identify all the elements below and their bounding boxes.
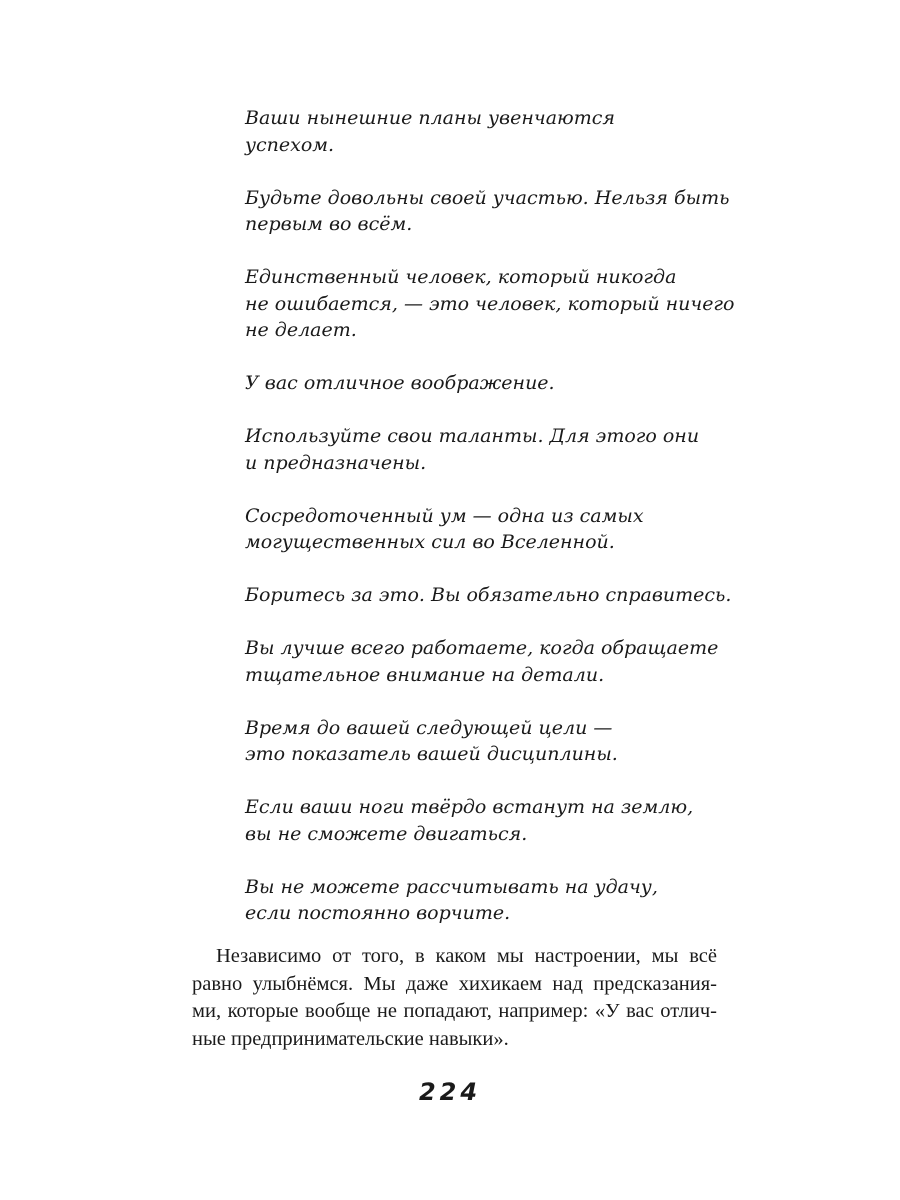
quote-item [245,794,715,847]
paragraph-line: Независимо от того, в каком мы настроении, мы всё [216,945,717,967]
paragraph-line: ми, которые вообще не попадают, например: «У вас отлич- [192,1000,717,1022]
quote-line: это показатель вашей дисциплины. [245,743,618,765]
quote-line: если постоянно ворчите. [245,902,511,924]
paragraph-line: ные предпринимательские навыки». [192,1027,509,1050]
quote-line: первым во всём. [245,213,413,235]
paragraph-line: равно улыбнёмся. Мы даже хихикаем над предсказания- [192,972,717,995]
quote-line: Ваши нынешние планы увенчаются [245,107,615,129]
quote-line: успехом. [245,133,335,156]
quote-item [245,105,715,158]
quote-line: могущественных сил во Вселенной. [245,531,615,553]
quote-item [245,715,715,768]
quote-item [245,874,715,927]
quote-line: Будьте довольны своей участью. Нельзя быть [245,186,730,209]
quote-line: Боритесь за это. Вы обязательно справитесь. [245,584,732,606]
fortune-quotes-list [245,105,735,953]
quote-line: У вас отличное воображение. [245,372,555,394]
page-number: 224 [418,1078,482,1106]
quote-line: Если ваши ноги твёрдо встанут на землю, [245,796,694,818]
quote-line: Вы не можете рассчитывать на удачу, [245,875,658,898]
quote-item [245,582,732,609]
quote-line: вы не сможете двигаться. [245,822,528,845]
quote-line: не делает. [245,319,357,341]
quote-line: тщательное внимание на детали. [245,663,605,686]
quote-item [245,503,715,556]
quote-item [245,423,715,476]
quote-item [245,370,715,397]
quote-line: и предназначены. [245,451,427,474]
quote-item [245,264,735,344]
quote-line: Используйте свои таланты. Для этого они [245,425,700,447]
quote-line: Вы лучше всего работаете, когда обращаете [245,637,719,659]
quote-line: не ошибается, — это человек, который ничего [245,292,735,315]
quote-item [245,185,730,238]
quote-line: Сосредоточенный ум — одна из самых [245,504,644,527]
quote-line: Время до вашей следующей цели — [245,716,613,739]
quote-item [245,635,719,688]
body-paragraph [192,943,717,1053]
quote-line: Единственный человек, который никогда [245,266,677,288]
